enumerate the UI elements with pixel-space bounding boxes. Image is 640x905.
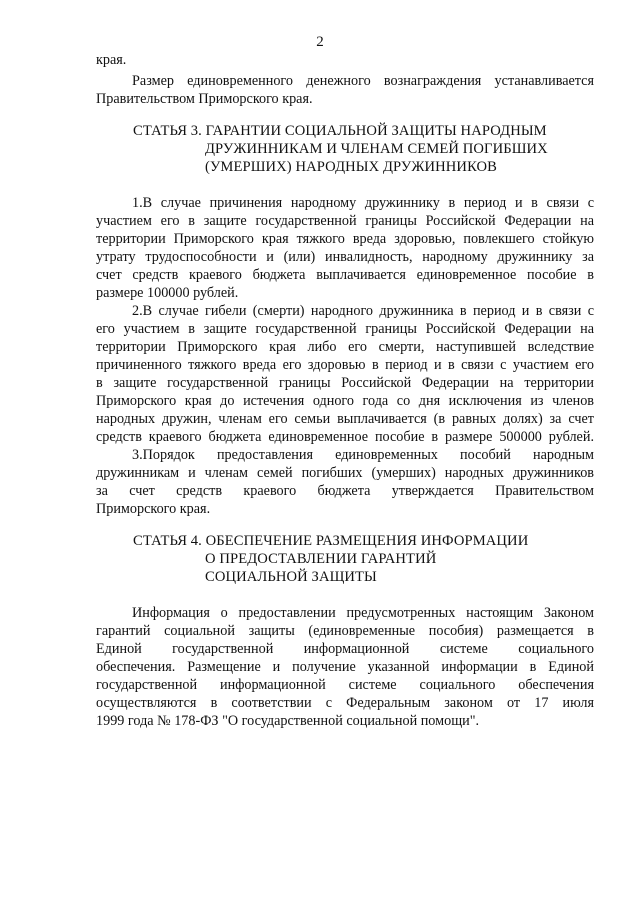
paragraph-line: Приморского края до истечения одного года со дня исключения из членов <box>96 393 594 409</box>
article-4-heading-line-1: СТАТЬЯ 4. ОБЕСПЕЧЕНИЕ РАЗМЕЩЕНИЯ ИНФОРМАЦИИ <box>133 533 529 549</box>
paragraph-line: счет средств краевого бюджета выплачивается единовременное пособие в <box>96 267 594 283</box>
paragraph-line: дружинникам и членам семей погибших (умерших) народных дружинников <box>96 465 594 481</box>
paragraph-line: его участием в защите государственной границы Российской Федерации на <box>96 321 594 337</box>
paragraph-line: за счет средств краевого бюджета утверждается Правительством <box>96 483 594 499</box>
article-3-heading-line-1: СТАТЬЯ 3. ГАРАНТИИ СОЦИАЛЬНОЙ ЗАЩИТЫ НАРОДНЫМ <box>133 123 547 139</box>
paragraph-line: 1999 года № 178-ФЗ "О государственной социальной помощи". <box>96 713 480 729</box>
paragraph-line: Правительством Приморского края. <box>96 91 313 107</box>
paragraph-line: территории Приморского края тяжкого вреда здоровью, повлекшего стойкую <box>96 231 594 247</box>
paragraph-line: размере 100000 рублей. <box>96 285 239 301</box>
paragraph-line: причиненного тяжкого вреда его здоровью в период и в связи с участием его <box>96 357 594 373</box>
paragraph-line: 2.В случае гибели (смерти) народного дружинника в период и в связи с <box>132 303 594 319</box>
article-4-heading-line-3: СОЦИАЛЬНОЙ ЗАЩИТЫ <box>205 569 377 585</box>
paragraph-line: в защите государственной границы Российской Федерации на территории <box>96 375 594 391</box>
paragraph-line: народных дружин, членам его семьи выплачивается (в равных долях) за счет <box>96 411 594 427</box>
article-3-heading-line-2: ДРУЖИННИКАМ И ЧЛЕНАМ СЕМЕЙ ПОГИБШИХ <box>205 141 548 157</box>
page-number: 2 <box>316 34 324 50</box>
paragraph-line: Информация о предоставлении предусмотренных настоящим Законом <box>132 605 594 621</box>
paragraph-line: 3.Порядок предоставления единовременных пособий народным <box>132 447 594 463</box>
article-3-heading-line-3: (УМЕРШИХ) НАРОДНЫХ ДРУЖИННИКОВ <box>205 159 498 175</box>
paragraph-line: государственной информационной системе социального обеспечения <box>96 677 594 693</box>
paragraph-line: утрату трудоспособности и (или) инвалидность, народному дружиннику за <box>96 249 594 265</box>
paragraph-line: обеспечения. Размещение и получение указанной информации в Единой <box>96 659 594 675</box>
article-4-heading-line-2: О ПРЕДОСТАВЛЕНИИ ГАРАНТИЙ <box>205 551 437 567</box>
continuation-line: края. <box>96 52 127 68</box>
paragraph-line: осуществляются в соответствии с Федеральным законом от 17 июля <box>96 695 594 711</box>
paragraph-line: Размер единовременного денежного вознаграждения устанавливается <box>132 73 594 89</box>
paragraph-line: Единой государственной информационной системе социального <box>96 641 594 657</box>
paragraph-line: Приморского края. <box>96 501 211 517</box>
paragraph-line: средств краевого бюджета единовременное пособие в размере 500000 рублей. <box>96 429 594 445</box>
paragraph-line: гарантий социальной защиты (единовременные пособия) размещается в <box>96 623 594 639</box>
paragraph-line: 1.В случае причинения народному дружиннику в период и в связи с <box>132 195 594 211</box>
paragraph-line: территории Приморского края либо его смерти, наступившей вследствие <box>96 339 594 355</box>
paragraph-line: участием его в защите государственной границы Российской Федерации на <box>96 213 594 229</box>
